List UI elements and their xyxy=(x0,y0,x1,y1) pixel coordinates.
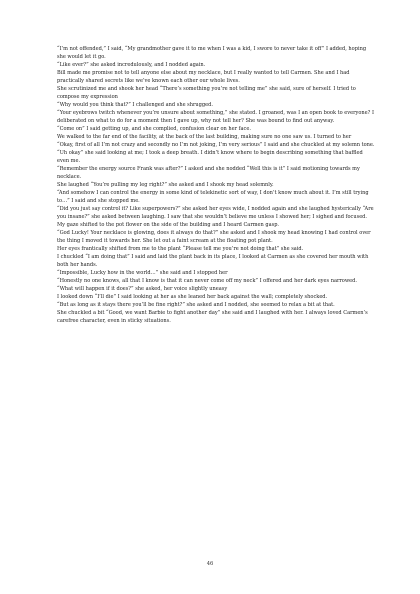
paragraph: She chuckled a bit “Good, we want Barbie to fight another day” she said and I laughed with her. I always loved Carmen’s carefree character, even in sticky situations. xyxy=(57,310,368,324)
paragraph: She laughed “You’re pulling my leg right?” she asked and I shook my head solemnly. xyxy=(57,182,274,188)
paragraph: “Did you just say control it? Like superpowers?” she asked her eyes wide, I nodded again and she laughed hysterically “Are you insane?” she asked between laughing. I saw that she wouldn’t believe me unless I showed her; I sighed and focused. My gaze shifted to the pot flower on the side of the building and I heard Carmen gasp. xyxy=(57,206,374,228)
paragraph: “Honestly no one knows, all that I know is that it can never come off my neck” I offered and her dark eyes narrowed. xyxy=(57,278,357,284)
body-text xyxy=(57,45,375,325)
paragraph: “Come on” I said getting up, and she complied, confusion clear on her face. xyxy=(57,126,251,132)
paragraph: “But as long as it stays there you’ll be fine right?” she asked and I nodded, she seemed to relax a bit at that. xyxy=(57,302,335,308)
paragraph: “Your eyebrows twitch whenever you’re unsure about something,” she stated. I groaned, was I an open book to everyone? I deliberated on what to do for a moment then I gave up, why not tell her? She was bound to find out anyway. xyxy=(57,110,374,124)
paragraph: “I’m not offended,” I said, “My grandmother gave it to me when I was a kid, I swore to never take it off” I added, hoping she would let it go. xyxy=(57,46,367,60)
paragraph: Her eyes frantically shifted from me to the plant “Please tell me you’re not doing that” she said. xyxy=(57,246,304,252)
paragraph: “God Lucky! Your necklace is glowing, does it always do that?” she asked and I shook my head knowing I had control over the thing I moved it towards her. She let out a faint scream at the floating pot plant. xyxy=(57,230,371,244)
page-number: 46 xyxy=(206,561,214,567)
paragraph: “Impossible, Lucky how in the world…” she said and I stopped her xyxy=(57,270,228,276)
paragraph: I chuckled “I am doing that” I said and laid the plant back in its place, I looked at Carmen as she covered her mouth with both her hands. xyxy=(57,254,369,268)
paragraph: “Why would you think that?” I challenged and she shrugged. xyxy=(57,102,213,108)
paragraph: “Remember the energy source Frank was after?” I asked and she nodded “Well this is it” I said motioning towards my necklace. xyxy=(57,166,360,180)
paragraph: “Uh okay” she said looking at me; I took a deep breath. I didn’t know where to begin describing something that baffled even me. xyxy=(57,150,363,164)
paragraph: “Okay, first of all I’m not crazy and secondly no I’m not joking, I’m very serious” I said and she chuckled at my solemn tone. xyxy=(57,142,375,148)
paragraph: We walked to the far end of the facility, at the back of the last building, making sure no one saw us. I turned to her xyxy=(57,134,352,140)
paragraph: “What will happen if it does?” she asked, her voice slightly uneasy xyxy=(57,286,228,292)
paragraph: Bill made me promise not to tell anyone else about my necklace, but I really wanted to tell Carmen. She and I had practically shared secrets like we’ve known each other our whole lives. xyxy=(57,70,350,84)
paragraph: “Like ever?” she asked incredulously, and I nodded again. xyxy=(57,62,206,68)
paragraph: “And somehow I can control the energy in some kind of telekinetic sort of way, I don’t know much about it. I’m still trying to…” I said and she stopped me. xyxy=(57,190,369,204)
paragraph: I looked down “I’ll die” I said looking at her as she leaned her back against the wall; completely shocked. xyxy=(57,294,328,300)
paragraph: She scrutinized me and shook her head “There’s something you’re not telling me” she said, sure of herself. I tried to compose my expression xyxy=(57,86,356,100)
